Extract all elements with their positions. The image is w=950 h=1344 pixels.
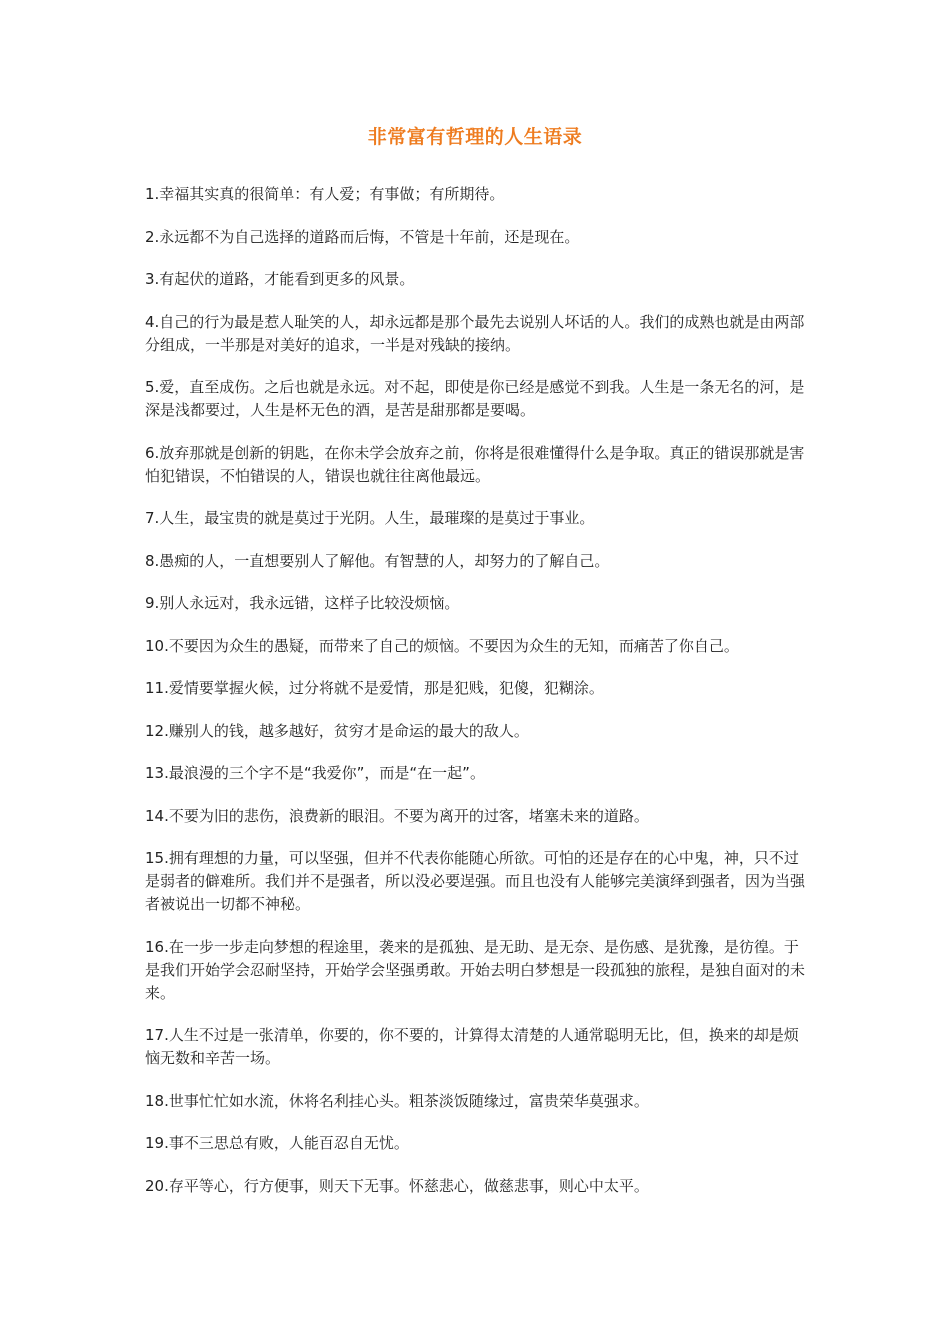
quote-item-11: 11.爱情要掌握火候，过分将就不是爱情，那是犯贱，犯傻，犯糊涂。 — [145, 679, 604, 697]
quote-item-17: 17.人生不过是一张清单，你要的，你不要的，计算得太清楚的人通常聪明无比，但，换来的却是烦恼无数和辛苦一场。 — [145, 1026, 799, 1067]
quote-item-4: 4.自己的行为最是惹人耻笑的人，却永远都是那个最先去说别人坏话的人。我们的成熟也就是由两部分组成，一半那是对美好的追求，一半是对残缺的接纳。 — [145, 312, 805, 354]
quote-item-1: 1.幸福其实真的很简单：有人爱；有事做；有所期待。 — [145, 185, 505, 203]
quote-list — [145, 183, 810, 1217]
quote-item-12: 12.赚别人的钱，越多越好，贫穷才是命运的最大的敌人。 — [145, 721, 529, 740]
quote-item-2: 2.永远都不为自己选择的道路而后悔，不管是十年前，还是现在。 — [145, 227, 580, 246]
quote-item-10: 10.不要因为众生的愚疑，而带来了自己的烦恼。不要因为众生的无知，而痛苦了你自己。 — [145, 636, 739, 655]
quote-item-7: 7.人生，最宝贵的就是莫过于光阴。人生，最璀璨的是莫过于事业。 — [145, 509, 595, 527]
page-title: 非常富有哲理的人生语录 — [367, 126, 583, 148]
quote-item-15: 15.拥有理想的力量，可以坚强，但并不代表你能随心所欲。可怕的还是存在的心中鬼，神，只不过是弱者的僻难所。我们并不是强者，所以没必要逞强。而且也没有人能够完美演绎到强者，因为当强者被说出一切都不神秘。 — [145, 849, 806, 913]
quote-item-9: 9.别人永远对，我永远错，这样子比较没烦恼。 — [145, 594, 460, 612]
quote-item-18: 18.世事忙忙如水流，休将名利挂心头。粗茶淡饭随缘过，富贵荣华莫强求。 — [145, 1091, 649, 1110]
quote-item-5: 5.爱，直至成伤。之后也就是永远。对不起，即使是你已经是感觉不到我。人生是一条无名的河，是深是浅都要过，人生是杯无色的酒，是苦是甜那都是要喝。 — [145, 378, 805, 419]
quote-item-13: 13.最浪漫的三个字不是“我爱你”，而是“在一起”。 — [145, 764, 485, 782]
quote-item-20: 20.存平等心，行方便事，则天下无事。怀慈悲心，做慈悲事，则心中太平。 — [145, 1176, 649, 1195]
quote-item-19: 19.事不三思总有败，人能百忍自无忧。 — [145, 1134, 409, 1152]
quote-item-3: 3.有起伏的道路，才能看到更多的风景。 — [145, 270, 415, 288]
quote-item-16: 16.在一步一步走向梦想的程途里，袭来的是孤独、是无助、是无奈、是伤感、是犹豫，是彷徨。于是我们开始学会忍耐坚持，开始学会坚强勇敢。开始去明白梦想是一段孤独的旅程，是独自面对的未来。 — [145, 937, 806, 1002]
quote-item-14: 14.不要为旧的悲伤，浪费新的眼泪。不要为离开的过客，堵塞未来的道路。 — [145, 806, 649, 825]
quote-item-6: 6.放弃那就是创新的钥匙，在你未学会放弃之前，你将是很难懂得什么是争取。真正的错误那就是害怕犯错误，不怕错误的人，错误也就往往离他最远。 — [145, 443, 805, 485]
quote-item-8: 8.愚痴的人，一直想要别人了解他。有智慧的人，却努力的了解自己。 — [145, 551, 610, 570]
